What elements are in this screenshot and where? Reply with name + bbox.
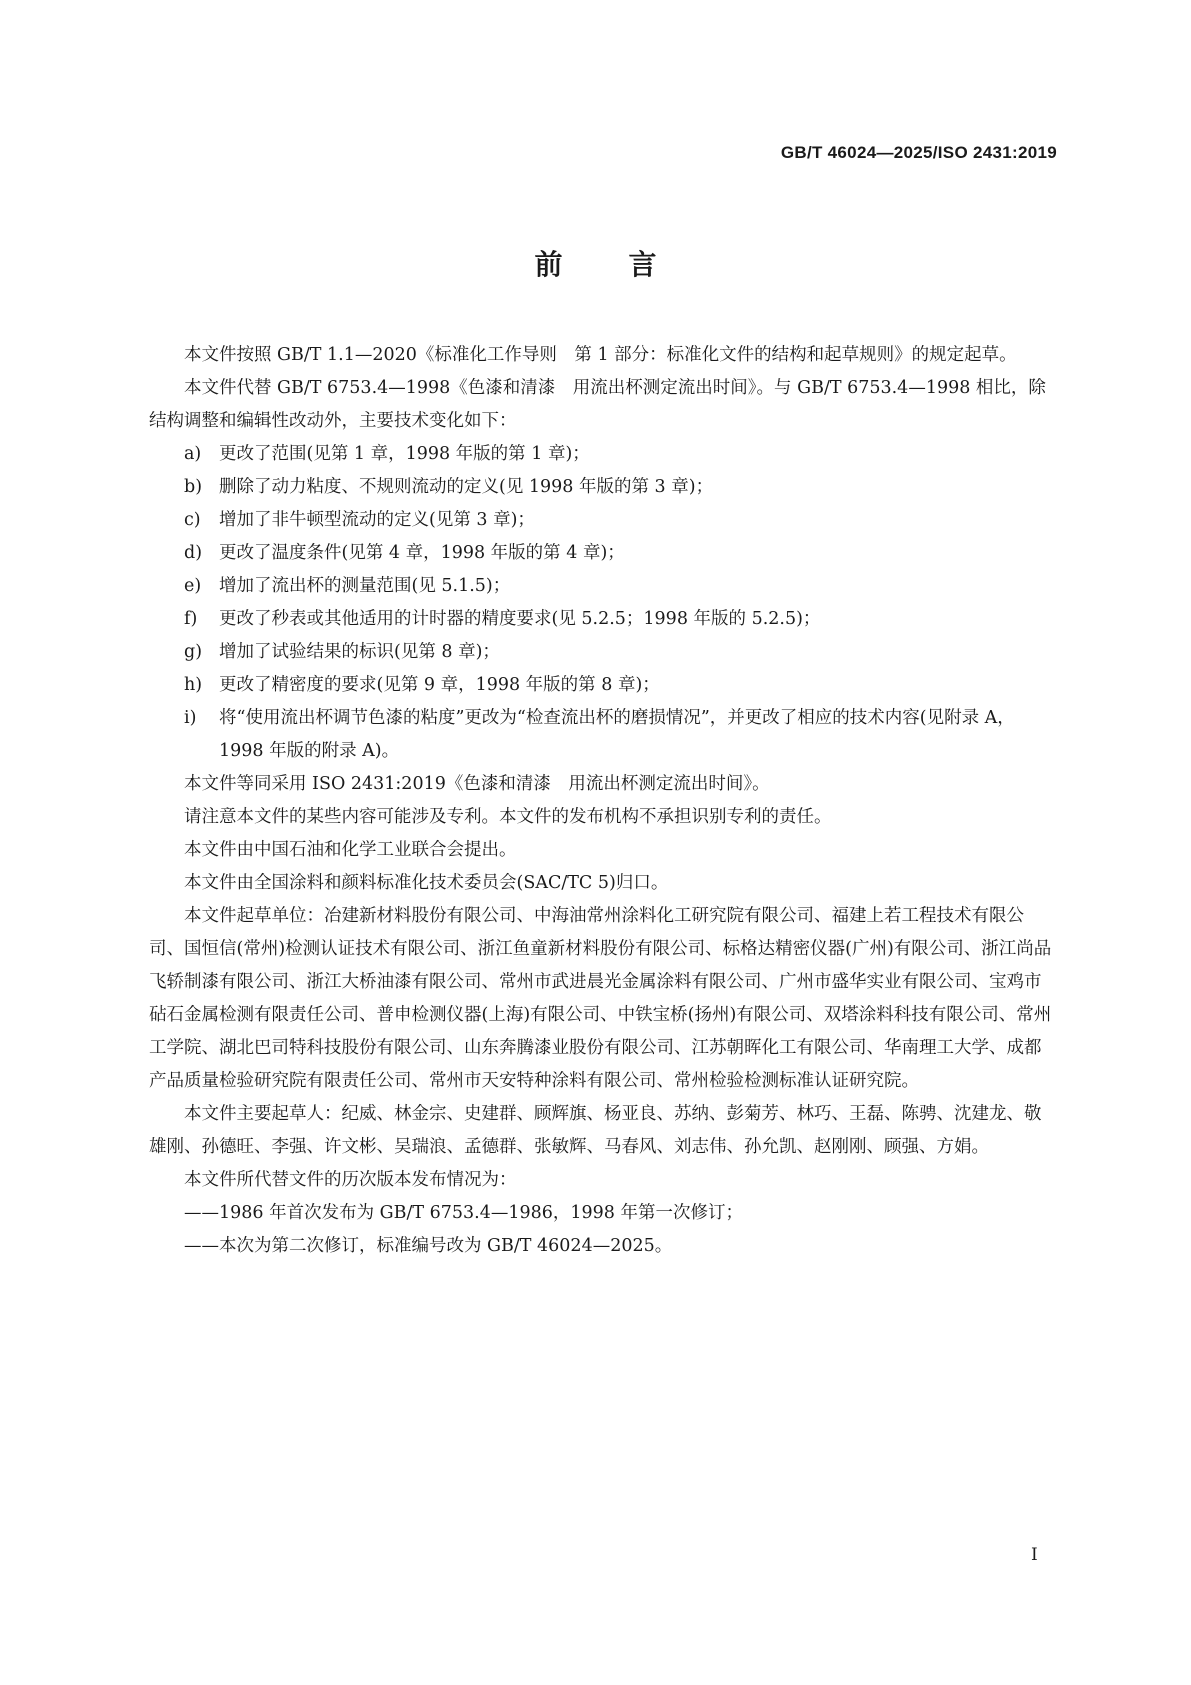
list-item-text: 更改了秒表或其他适用的计时器的精度要求(见 5.2.5；1998 年版的 5.2.5)； <box>219 609 821 629</box>
standard-code: GB/T 46024—2025/ISO 2431:2019 <box>780 143 1057 162</box>
list-item-label: c) <box>184 510 201 530</box>
list-item-text: 更改了精密度的要求(见第 9 章，1998 年版的第 8 章)； <box>219 675 660 695</box>
list-item <box>149 636 1056 669</box>
list-item-text: 将“使用流出杯调节色漆的粘度”更改为“检查流出杯的磨损情况”，并更改了相应的技术内容(见附录 A，1998 年版的附录 A)。 <box>219 708 1015 761</box>
paragraph-replacement: 本文件代替 GB/T 6753.4—1998《色漆和清漆 用流出杯测定流出时间》。与 GB/T 6753.4—1998 相比，除结构调整和编辑性改动外，主要技术变化如下： <box>149 378 1046 431</box>
paragraph-equivalence: 本文件等同采用 ISO 2431:2019《色漆和清漆 用流出杯测定流出时间》。 <box>184 774 770 794</box>
paragraph-technical-committee: 本文件由全国涂料和颜料标准化技术委员会(SAC/TC 5)归口。 <box>184 873 669 893</box>
list-item-label: i) <box>184 708 197 728</box>
list-item-label: a) <box>184 444 202 464</box>
list-item-label: g) <box>184 642 203 662</box>
history-item: ——本次为第二次修订，标准编号改为 GB/T 46024—2025。 <box>184 1236 673 1256</box>
changes-list <box>149 438 1056 768</box>
list-item <box>149 504 1056 537</box>
page-title <box>0 243 1191 283</box>
foreword-body <box>149 339 1056 1263</box>
paragraph-proposer: 本文件由中国石油和化学工业联合会提出。 <box>184 840 517 860</box>
list-item <box>149 438 1056 471</box>
list-item-text: 更改了温度条件(见第 4 章，1998 年版的第 4 章)； <box>219 543 625 563</box>
list-item-label: d) <box>184 543 203 563</box>
paragraph-drafting-rules: 本文件按照 GB/T 1.1—2020《标准化工作导则 第 1 部分：标准化文件的结构和起草规则》的规定起草。 <box>184 345 1017 365</box>
list-item-text: 增加了流出杯的测量范围(见 5.1.5)； <box>219 576 511 596</box>
paragraph-drafting-organizations: 本文件起草单位：冶建新材料股份有限公司、中海油常州涂料化工研究院有限公司、福建上若工程技术有限公司、国恒信(常州)检测认证技术有限公司、浙江鱼童新材料股份有限公司、标格达精密仪器(广州)有限公司、浙江尚品飞轿制漆有限公司、浙江大桥油漆有限公司、常州市武进晨光金属涂料有限公司、广州市盛华实业有限公司、宝鸡市砧石金属检测有限责任公司、普申检测仪器(上海)有限公司、中铁宝桥(扬州)有限公司、双塔涂料科技有限公司、常州工学院、湖北巴司特科技股份有限公司、山东奔腾漆业股份有限公司、江苏朝晖化工有限公司、华南理工大学、成都产品质量检验研究院有限责任公司、常州市天安特种涂料有限公司、常州检验检测标准认证研究院。 <box>149 906 1052 1091</box>
list-item-label: h) <box>184 675 203 695</box>
paragraph-patent-notice: 请注意本文件的某些内容可能涉及专利。本文件的发布机构不承担识别专利的责任。 <box>184 807 832 827</box>
paragraph-drafters: 本文件主要起草人：纪威、林金宗、史建群、顾辉旗、杨亚良、苏纳、彭菊芳、林巧、王磊、陈骋、沈建龙、敬雄刚、孙德旺、李强、许文彬、吴瑞浪、孟德群、张敏辉、马春风、刘志伟、孙允凯、赵刚刚、顾强、方娟。 <box>149 1104 1042 1157</box>
history-item: ——1986 年首次发布为 GB/T 6753.4—1986，1998 年第一次修订； <box>184 1203 743 1223</box>
list-item-text: 更改了范围(见第 1 章，1998 年版的第 1 章)； <box>219 444 590 464</box>
list-item-label: b) <box>184 477 203 497</box>
list-item <box>149 537 1056 570</box>
list-item-label: f) <box>184 609 198 629</box>
list-item <box>149 570 1056 603</box>
list-item-text: 删除了动力粘度、不规则流动的定义(见 1998 年版的第 3 章)； <box>219 477 714 497</box>
title-char-1: 前 <box>534 248 563 281</box>
paragraph-history-intro: 本文件所代替文件的历次版本发布情况为： <box>184 1170 517 1190</box>
list-item <box>149 471 1056 504</box>
list-item-text: 增加了试验结果的标识(见第 8 章)； <box>219 642 500 662</box>
list-item <box>149 603 1056 636</box>
page-number: I <box>1031 1545 1038 1565</box>
title-char-2: 言 <box>628 248 657 281</box>
list-item-label: e) <box>184 576 202 596</box>
list-item <box>149 669 1056 702</box>
list-item <box>149 702 1056 768</box>
list-item-text: 增加了非牛顿型流动的定义(见第 3 章)； <box>219 510 535 530</box>
